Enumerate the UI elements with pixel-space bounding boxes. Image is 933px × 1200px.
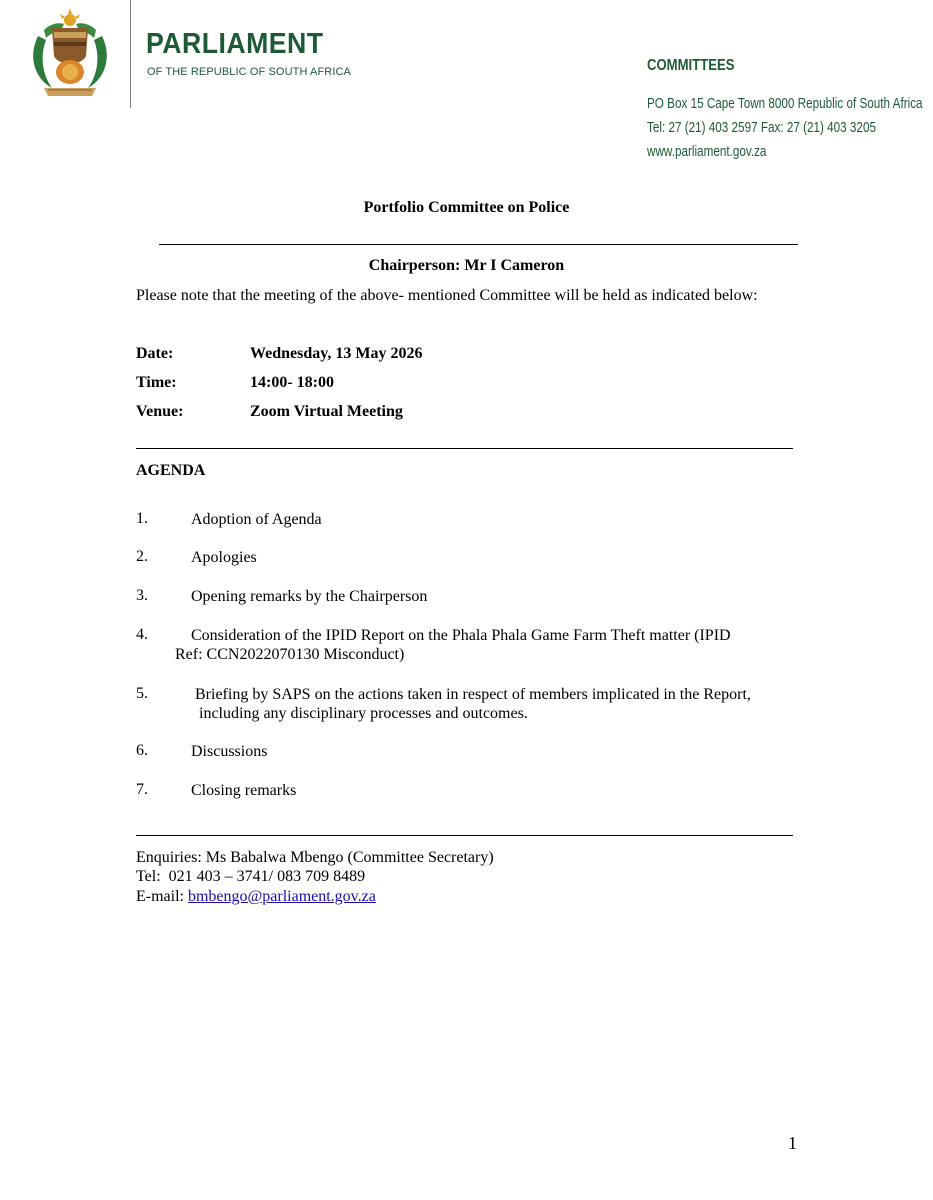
agenda-item-text: Discussions bbox=[191, 743, 268, 760]
enquiries-tel: Tel: 021 403 – 3741/ 083 709 8489 bbox=[136, 868, 366, 885]
divider bbox=[136, 448, 793, 449]
coat-of-arms-logo bbox=[24, 6, 116, 102]
committee-title: Portfolio Committee on Police bbox=[363, 199, 570, 216]
agenda-item-text: Consideration of the IPID Report on the Phala Phala Game Farm Theft matter (IPID bbox=[191, 627, 731, 644]
agenda-item-text: Adoption of Agenda bbox=[191, 511, 322, 528]
postal-address: PO Box 15 Cape Town 8000 Republic of South Africa bbox=[647, 95, 923, 112]
divider bbox=[159, 244, 798, 245]
agenda-item-text: Apologies bbox=[191, 549, 257, 566]
letterhead-divider bbox=[130, 0, 131, 108]
org-subtitle: OF THE REPUBLIC OF SOUTH AFRICA bbox=[147, 66, 351, 78]
agenda-item-text-continued: Ref: CCN2022070130 Misconduct) bbox=[175, 646, 405, 663]
agenda-item-text: Opening remarks by the Chairperson bbox=[191, 588, 428, 605]
enquiries-email-line bbox=[136, 888, 376, 906]
agenda-item-number: 5. bbox=[136, 685, 148, 702]
divider bbox=[136, 835, 793, 836]
website: www.parliament.gov.za bbox=[647, 143, 767, 160]
venue-value: Zoom Virtual Meeting bbox=[250, 403, 403, 420]
time-label: Time: bbox=[136, 374, 177, 391]
chairperson: Chairperson: Mr I Cameron bbox=[368, 257, 565, 274]
agenda-item-number: 3. bbox=[136, 587, 148, 604]
date-label: Date: bbox=[136, 345, 174, 362]
agenda-item-number: 2. bbox=[136, 548, 148, 565]
department-name: COMMITTEES bbox=[647, 57, 735, 74]
agenda-item-number: 7. bbox=[136, 781, 148, 798]
agenda-item-text: Closing remarks bbox=[191, 782, 297, 799]
agenda-heading: AGENDA bbox=[136, 462, 206, 479]
email-link[interactable]: bmbengo@parliament.gov.za bbox=[187, 888, 376, 905]
date-value: Wednesday, 13 May 2026 bbox=[250, 345, 423, 362]
agenda-item-number: 1. bbox=[136, 510, 148, 527]
phone-fax: Tel: 27 (21) 403 2597 Fax: 27 (21) 403 3205 bbox=[647, 119, 876, 136]
enquiries-contact: Enquiries: Ms Babalwa Mbengo (Committee Secretary) bbox=[136, 849, 494, 866]
coat-of-arms-icon bbox=[24, 6, 116, 102]
org-name: PARLIAMENT bbox=[146, 28, 324, 60]
notice-intro: Please note that the meeting of the above- mentioned Committee will be held as indicated below: bbox=[136, 287, 758, 304]
venue-label: Venue: bbox=[136, 403, 184, 420]
time-value: 14:00- 18:00 bbox=[250, 374, 334, 391]
agenda-item-text: Briefing by SAPS on the actions taken in respect of members implicated in the Report, bbox=[191, 686, 751, 703]
agenda-item-number: 6. bbox=[136, 742, 148, 759]
page-number: 1 bbox=[788, 1133, 797, 1153]
email-label: E-mail: bbox=[136, 888, 188, 905]
agenda-item-text-continued: including any disciplinary processes and outcomes. bbox=[191, 705, 528, 722]
agenda-item-number: 4. bbox=[136, 626, 148, 643]
